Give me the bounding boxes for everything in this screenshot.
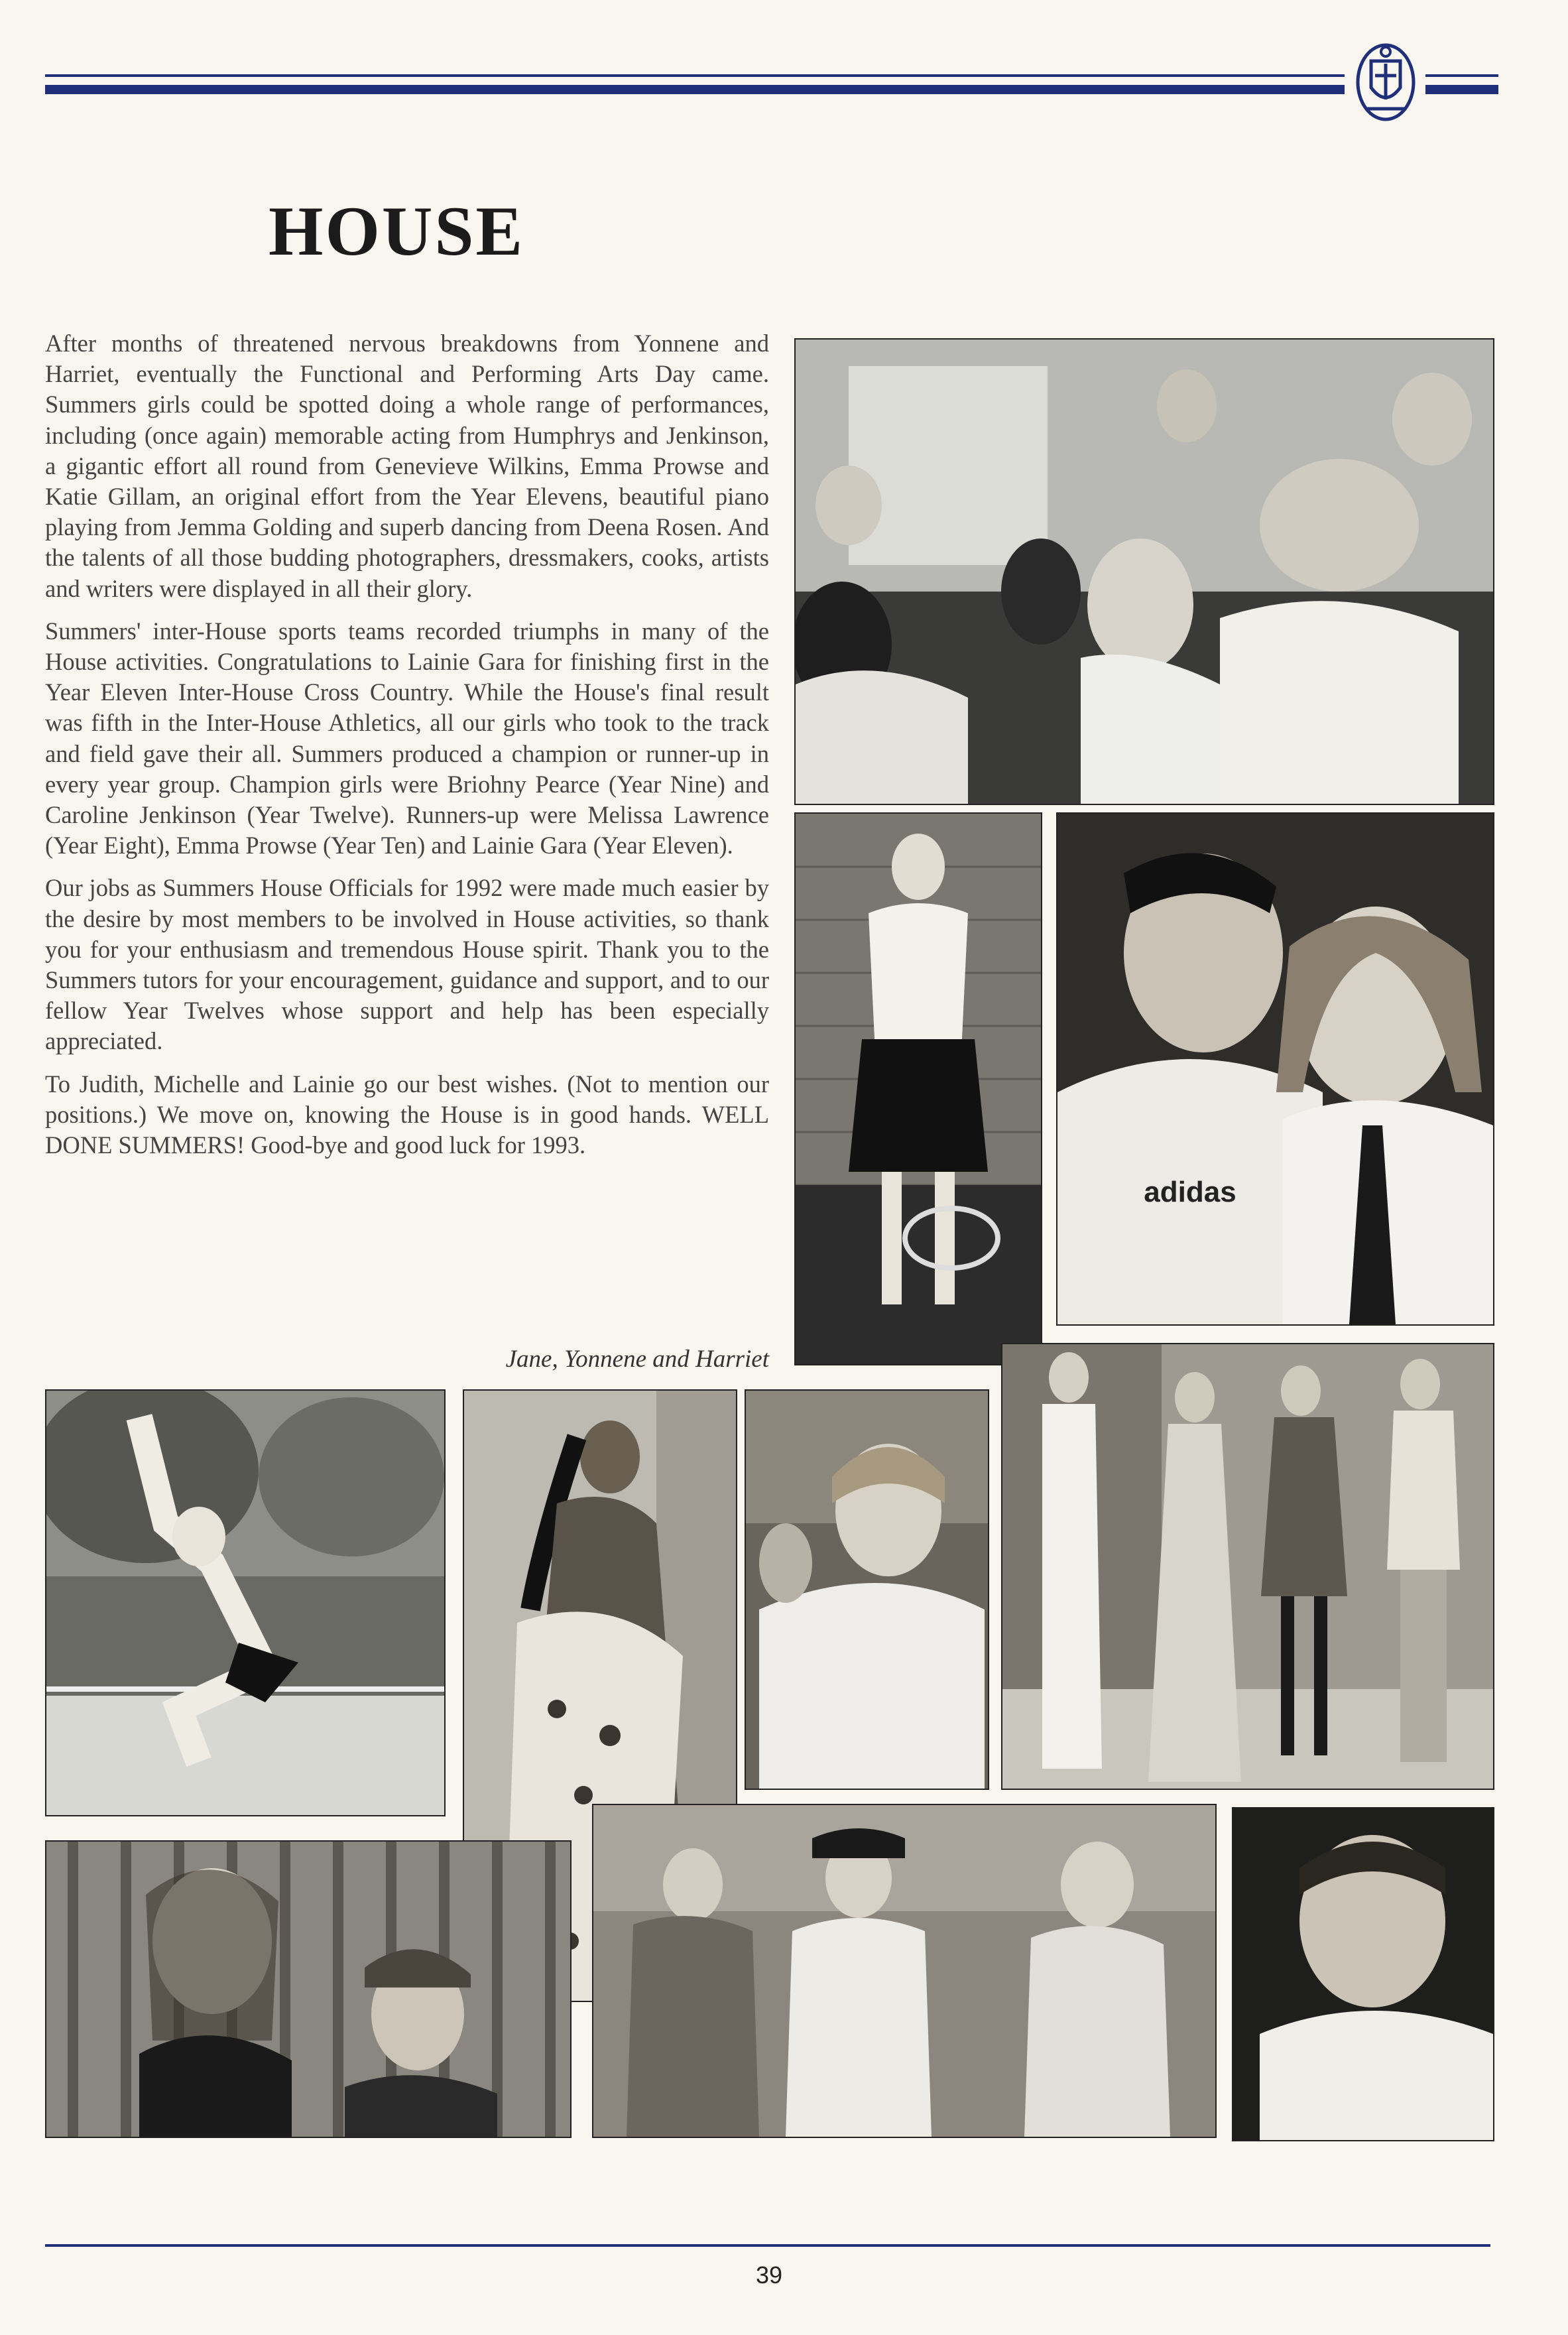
- photo-spectators-stands: [794, 338, 1494, 805]
- article-body: [45, 328, 769, 1172]
- header-rule-right: [1425, 85, 1498, 94]
- photo-high-jump: [45, 1389, 446, 1816]
- photo-dance-group: [592, 1804, 1217, 2138]
- photo-smiling-student: [745, 1389, 989, 1790]
- photo-fashion-parade: [1001, 1343, 1494, 1790]
- photo-stage-actors: [45, 1840, 572, 2138]
- signoff: Jane, Yonnene and Harriet: [505, 1346, 769, 1373]
- footer-rule: [45, 2244, 1490, 2247]
- header-rule-thick: [45, 85, 1345, 94]
- paragraph: Our jobs as Summers House Officials for 1992 were made much easier by the desire by most members to be involved in House activities, so thank you for your enthusiasm and tremendous House spirit. Thank you to the Summers tutors for your encouragement, guidance and support, and to our fellow Year Twelves whose support and help has been especially appreciated.: [45, 874, 769, 1055]
- photo-portrait-boy: [1232, 1807, 1494, 2141]
- school-crest-icon: [1353, 41, 1419, 127]
- photo-couple-portrait: [1056, 812, 1494, 1326]
- paragraph: Summers' inter-House sports teams recorded triumphs in many of the House activities. Congratulations to Lainie Gara for finishing first in the Year Eleven Inter-House Cross Country. While the House's final result was fifth in the Inter-House Athletics, all our girls who took to the track and field gave their all. Summers produced a champion or runner-up in every year group. Champion girls were Briohny Pearce (Year Nine) and Caroline Jenkinson (Year Twelve). Runners-up were Melissa Lawrence (Year Eight), Emma Prowse (Year Ten) and Lainie Gara (Year Eleven).: [45, 617, 769, 859]
- page-number: 39: [755, 2261, 783, 2289]
- page-title: HOUSE: [269, 192, 525, 270]
- header-rule-right-thin: [1425, 74, 1498, 77]
- paragraph: After months of threatened nervous breakdowns from Yonnene and Harriet, eventually the Functional and Performing Arts Day came. Summers girls could be spotted doing a whole range of performances, including (once again) memorable acting from Humphrys and Jenkinson, a gigantic effort all round from Genevieve Wilkins, Emma Prowse and Katie Gillam, an original effort from the Year Elevens, beautiful piano playing from Jemma Golding and superb dancing from Deena Rosen. And the talents of all those budding photographers, dressmakers, cooks, artists and writers were displayed in all their glory.: [45, 330, 769, 602]
- paragraph: To Judith, Michelle and Lainie go our best wishes. (Not to mention our positions.) We move on, knowing the House is in good hands. WELL DONE SUMMERS! Good-bye and good luck for 1993.: [45, 1070, 769, 1159]
- photo-tennis-player: [794, 812, 1042, 1365]
- header-rule-thin: [45, 74, 1345, 77]
- svg-text:adidas: adidas: [1144, 1176, 1236, 1208]
